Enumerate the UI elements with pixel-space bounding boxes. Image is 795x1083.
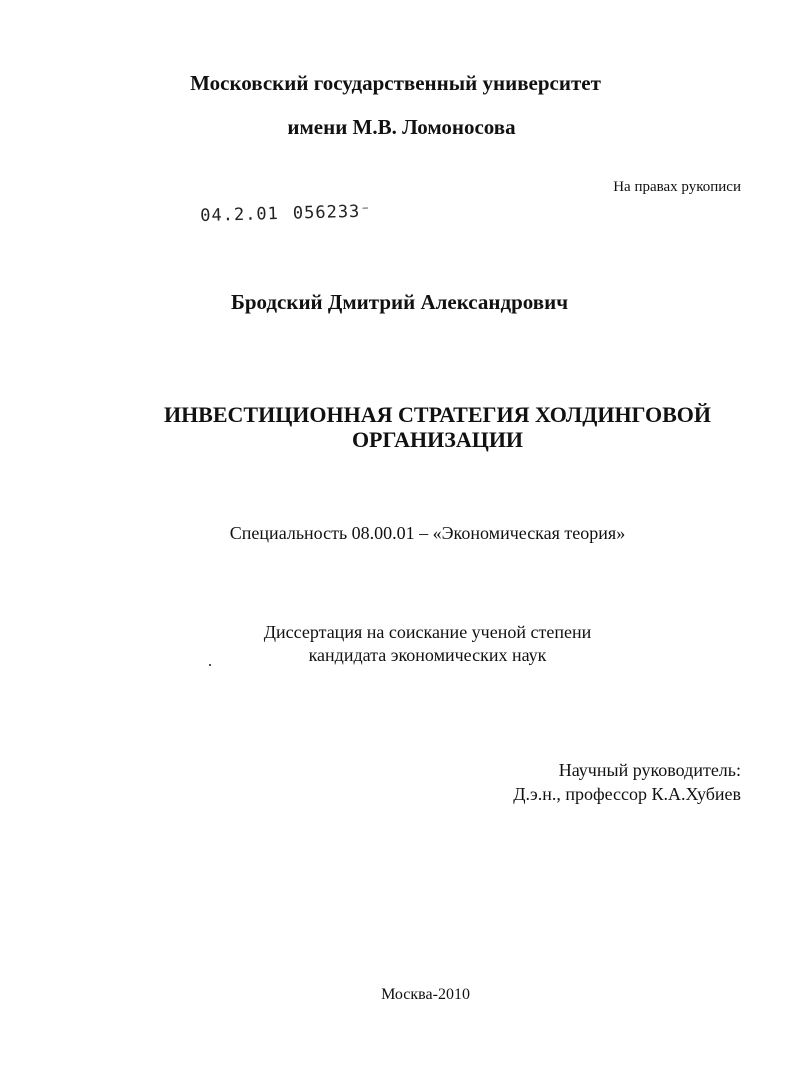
stamp-code: 04.2.01 [200,203,280,226]
scan-speck [209,664,211,666]
stamp-number: 056233 [292,201,361,224]
dissertation-title-line1: ИНВЕСТИЦИОННАЯ СТРАТЕГИЯ ХОЛДИНГОВОЙ [163,402,712,427]
manuscript-rights-note: На правах рукописи [613,179,741,195]
supervisor-label: Научный руководитель: [558,760,741,780]
stamp-dash-mark: ⁻ [360,201,372,222]
city-year: Москва-2010 [381,986,470,1003]
author-name: Бродский Дмитрий Александрович [230,290,569,314]
degree-statement-line2: кандидата экономических наук [308,645,547,665]
supervisor-name: Д.э.н., профессор К.А.Хубиев [513,784,741,804]
registration-stamp [200,202,372,226]
university-name: Московский государственный университет [190,71,601,95]
degree-statement-line1: Диссертация на соискание ученой степени [263,622,592,642]
specialty-line: Специальность 08.00.01 – «Экономическая теория» [229,523,626,543]
dissertation-title-line2: ОРГАНИЗАЦИИ [351,427,524,452]
university-name-dedication: имени М.В. Ломоносова [287,115,516,139]
